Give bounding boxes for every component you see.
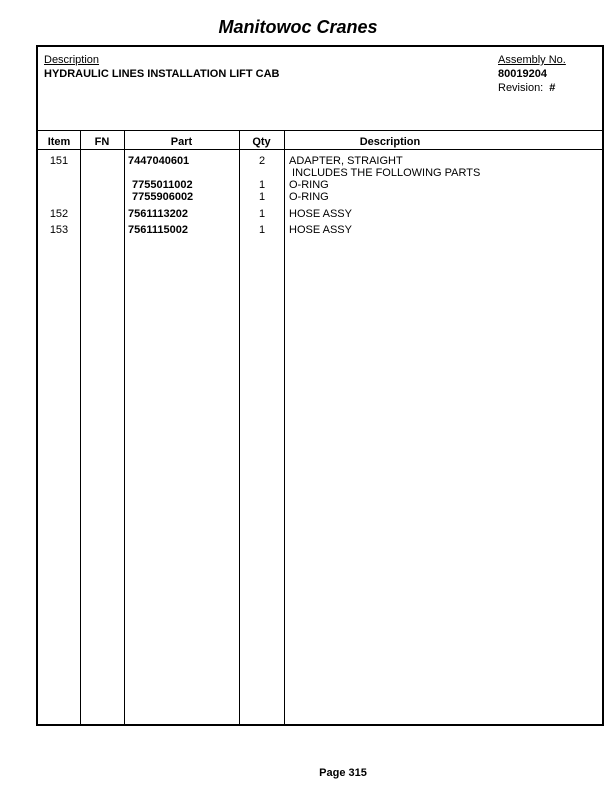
- column-header-row: [38, 131, 602, 150]
- assembly-header: [38, 47, 602, 131]
- part-cell: 7561115002: [128, 224, 188, 236]
- revision-label: Revision:: [498, 82, 544, 94]
- part-cell: 7447040601: [128, 155, 190, 167]
- page-number: Page 315: [319, 767, 367, 779]
- assembly-number-label: Assembly No.: [498, 54, 566, 66]
- column-header-qty: Qty: [252, 136, 271, 148]
- qty-cell: 1: [258, 208, 266, 220]
- part-cell: 7755011002: [132, 179, 193, 191]
- qty-cell: 2: [258, 155, 266, 167]
- description-cell: HOSE ASSY: [289, 224, 352, 236]
- description-cell: HOSE ASSY: [289, 208, 352, 220]
- description-cell: O-RING: [289, 179, 329, 191]
- brand-title: Manitowoc Cranes: [218, 17, 378, 37]
- revision-value: #: [549, 82, 556, 94]
- table-row: [38, 208, 602, 221]
- table-row: [38, 224, 602, 237]
- column-header-item: Item: [47, 136, 71, 148]
- description-cell: ADAPTER, STRAIGHT: [289, 155, 403, 167]
- qty-cell: 1: [258, 224, 266, 236]
- description-cell: INCLUDES THE FOLLOWING PARTS: [289, 167, 481, 179]
- assembly-number-value: 80019204: [498, 68, 547, 80]
- qty-cell: 1: [258, 191, 266, 203]
- item-cell: 152: [49, 208, 69, 220]
- parts-list-frame: [36, 45, 604, 726]
- part-cell: 7561113202: [128, 208, 188, 220]
- table-row: [38, 191, 602, 204]
- description-label: Description: [44, 54, 100, 66]
- qty-cell: 1: [258, 179, 266, 191]
- part-cell: 7755906002: [132, 191, 194, 203]
- column-header-part: Part: [170, 136, 193, 148]
- column-header-description: Description: [359, 136, 421, 148]
- description-cell: O-RING: [289, 191, 329, 203]
- item-cell: 153: [49, 224, 69, 236]
- column-header-fn: FN: [94, 136, 110, 148]
- item-cell: 151: [49, 155, 69, 167]
- description-value: HYDRAULIC LINES INSTALLATION LIFT CAB: [44, 68, 280, 80]
- revision: [498, 82, 555, 94]
